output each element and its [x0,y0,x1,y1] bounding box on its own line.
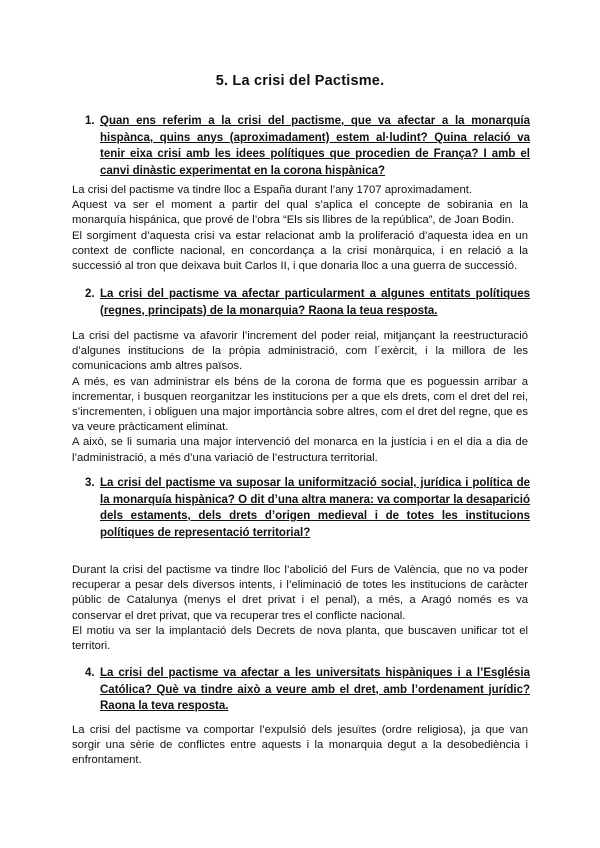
answer-3 [72,563,528,654]
page-title: 5. La crisi del Pactisme. [215,73,385,89]
question-4 [85,665,530,715]
answer-paragraph: La crisi del pactisme va afavorir l’increment del poder reial, mitjançant la reestructuració d’algunes institucions de la pròpia administració, com l´exèrcit, i la millora de les comunicacions amb altres països. [72,330,528,373]
answer-1 [72,183,528,274]
answer-4 [72,723,528,769]
answer-paragraph: La crisi del pactisme va tindre lloc a España durant l’any 1707 aproximadament. [72,184,473,196]
question-number: 2. [85,288,95,300]
question-text: La crisi del pactisme va suposar la uniformització social, jurídica i política de la monarquía hispànica? O dit d’una altra manera: va comportar la desaparició dels estaments, dels drets d’origen medieval i de totes les institucions polítiques de representació territorial? [100,477,530,539]
answer-paragraph: Aquest va ser el moment a partir del qual s’aplica el concepte de sobirania en la monarquía hispánica, que prové de l’obra “Els sis llibres de la república”, de Joan Bodin. [72,199,528,227]
answer-paragraph: Durant la crisi del pactisme va tindre lloc l’abolició del Furs de València, que no va poder recuperar a pesar dels diversos intents, i l’eliminació de totes les institucions de caràcter públic de Catalunya (menys el dret privat i el penal), a més, a Aragó només es va conservar el dret privat, que va recuperar tres el conflicte nacional. [72,564,528,622]
answer-paragraph: A més, es van administrar els béns de la corona de forma que es poguessin arribar a incrementar, i busquen reorganitzar les institucions per a que els drets, com el dret del rei, s’incrementen, i obliguen una major importància sobre altres, com el dret del regne, que es va veure pràcticament eliminat. [72,375,528,434]
question-number: 4. [85,667,95,679]
question-text: La crisi del pactisme va afectar particularment a algunes entitats polítiques (regnes, principats) de la monarquia? Raona la teua resposta. [100,288,530,317]
question-text: Quan ens referim a la crisi del pactisme, que va afectar a la monarquía hispànca, quins anys (aproximadament) estem al·ludint? Quina relació va tenir eixa crisi amb les idees polítiques que procedien de França? I amb el canvi dinàstic experimentat en la corona hispànica? [100,115,530,177]
answer-paragraph: El motiu va ser la implantació dels Decrets de nova planta, que buscaven unificar tot el territori. [72,624,528,653]
answer-2 [72,329,528,466]
question-1 [85,113,530,179]
answer-paragraph: A això, se li sumaria una major intervenció del monarca en la justícia i en el dia a dia de l’administració, a més d’una variació de l’estructura territorial. [72,436,528,464]
question-text: La crisi del pactisme va afectar a les universitats hispàniques i a l’Església Católica? Què va tindre això a veure amb el dret, amb l’ordenament jurídic? Raona la teva resposta. [100,667,530,712]
answer-paragraph: La crisi del pactisme va comportar l’expulsió dels jesuïtes (ordre religiosa), ja que van sorgir una sèrie de conflictes entre aquests i la monarquia degut a la desobediència i enfrontament. [72,724,528,767]
question-number: 1. [85,115,95,127]
question-3 [85,475,530,541]
question-2 [85,286,530,319]
question-number: 3. [85,477,95,489]
answer-paragraph: El sorgiment d’aquesta crisi va estar relacionat amb la proliferació d’aquesta idea en un context de conflicte nacional, en concordança a la crisi monàrquica, i en relació a la successió al tron que deixava buit Carlos II, i que donaria lloc a una guerra de successió. [72,229,528,273]
